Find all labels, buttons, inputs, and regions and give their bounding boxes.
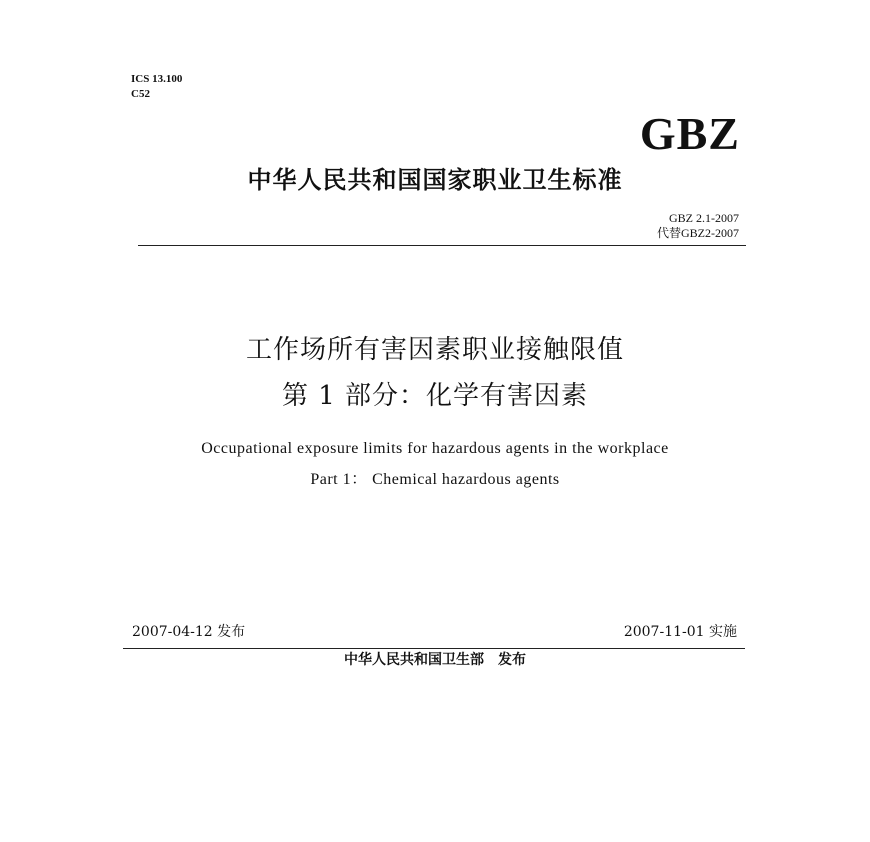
- top-divider: [138, 245, 746, 246]
- implementation-date: 2007-11-01 实施: [623, 624, 737, 640]
- publisher: 中华人民共和国卫生部 发布: [344, 652, 526, 668]
- title-chinese-line-2: 第 1 部分：化学有害因素: [281, 381, 589, 411]
- classification-codes: [131, 72, 182, 102]
- ics-code: ICS 13.100: [131, 73, 183, 85]
- standard-mark: GBZ: [639, 108, 740, 159]
- issue-date: 2007-04-12 发布: [132, 624, 246, 640]
- title-chinese-line-1: 工作场所有害因素职业接触限值: [245, 335, 624, 365]
- title-english-line-2: Part 1： Chemical hazardous agents: [310, 471, 560, 488]
- bottom-divider: [123, 648, 745, 649]
- standard-codes: [657, 211, 739, 241]
- ccs-code: C52: [131, 88, 150, 100]
- title-english-line-1: Occupational exposure limits for hazardous agents in the workplace: [201, 440, 669, 457]
- standard-number: GBZ 2.1-2007: [669, 211, 739, 225]
- replaces-standard: 代替GBZ2-2007: [657, 226, 739, 240]
- standard-category-name: 中华人民共和国国家职业卫生标准: [247, 166, 623, 194]
